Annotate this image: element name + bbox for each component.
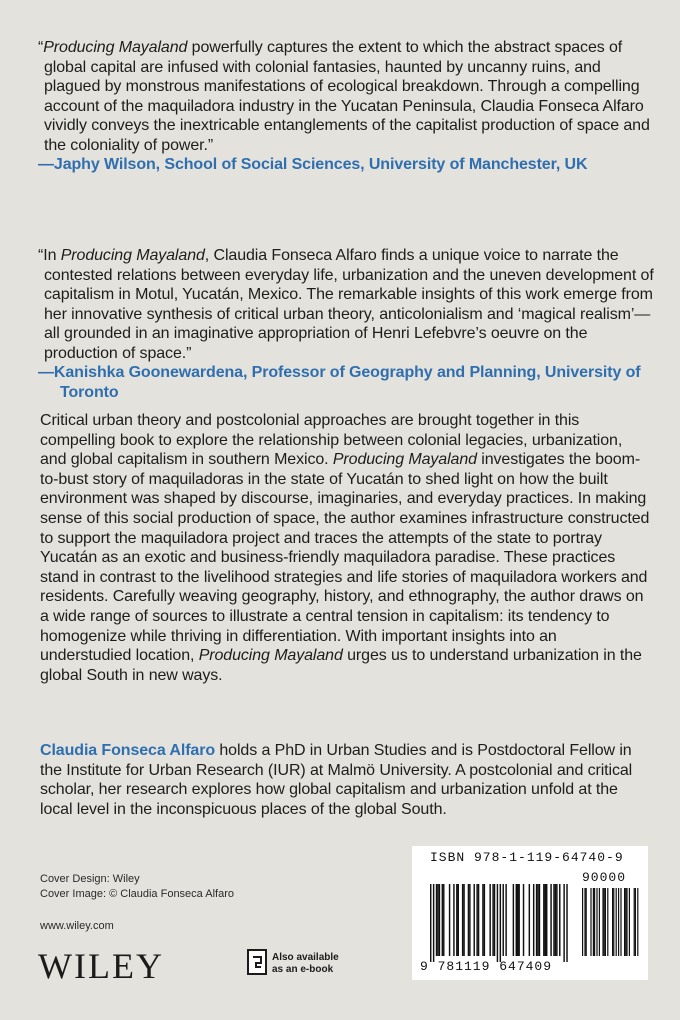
addon-bar — [637, 888, 638, 956]
barcode-bar — [523, 884, 524, 956]
barcode-bar — [442, 884, 443, 956]
book-title-italic: Producing Mayaland — [43, 39, 188, 56]
book-title-italic: Producing Mayaland — [332, 451, 477, 469]
barcode-bar — [463, 884, 464, 956]
addon-bar — [618, 888, 619, 956]
text-segment: investigates the boom-to-bust story of maquiladoras in the state of Yucatán to shed light on how the built environment was shaped by discourse, imaginaries, and everyday practices. In making sense of this social production of space, the author examines infrastructure constructed to support the maquiladora project and traces the attempts of the state to portray Yucatán as an exotic and business-friendly maquiladora paradise. These practices stand in contrast to the livelihood strategies and life stories of maquiladora workers and residents. Carefully weaving geography, history, and ethnography, the author draws on a wide range of sources to illustrate a central tension in capitalism: its tendency to homogenize while thriving in differentiation. With important insights into an understudied location, — [40, 451, 650, 665]
barcode-bar — [453, 884, 454, 956]
barcode-bar — [546, 884, 547, 956]
barcode-bar — [505, 884, 506, 956]
addon-bar — [596, 888, 597, 956]
text-segment: urges us to understand urbanization in the global South in new ways. — [40, 647, 642, 684]
barcode-bar — [489, 884, 490, 956]
cover-credits — [40, 872, 234, 902]
text-segment: “ — [38, 39, 44, 56]
addon-bar — [629, 888, 630, 956]
barcode-bar — [474, 884, 475, 956]
book-title-italic: Producing Mayaland — [198, 647, 343, 665]
addon-bar — [625, 888, 626, 956]
barcode-bar — [478, 884, 479, 956]
addon-bar — [584, 888, 585, 956]
addon-bar — [626, 888, 627, 956]
quote-text — [38, 38, 658, 155]
addon-bar — [635, 888, 636, 956]
price-code: 90000 — [582, 870, 627, 885]
barcode-bar — [536, 884, 537, 956]
addon-bar — [594, 888, 595, 956]
text-segment: powerfully captures the extent to which the abstract spaces of global capital are infused with colonial fantasies, haunted by uncanny ruins, and plagued by monstrous manifestations of ecological breakdown. Through a compelling account of the maquiladora industry in the Yucatan Peninsula, Claudia Fonseca Alfaro vividly conveys the inextricable entanglements of the capitalist production of space and the coloniality of power.” — [44, 39, 650, 154]
addon-bar — [602, 888, 603, 956]
barcode-bar — [550, 884, 551, 956]
barcode-bar — [430, 884, 431, 962]
barcode-bar — [476, 884, 477, 956]
barcode-bar — [529, 884, 530, 956]
barcode-bar — [436, 884, 437, 956]
barcode-bar — [533, 884, 534, 956]
barcode-bar — [492, 884, 493, 956]
book-title-italic: Producing Mayaland — [60, 247, 205, 264]
ebook-line-2: as an e-book — [272, 964, 334, 975]
ebook-icon — [247, 949, 267, 975]
isbn-barcode — [412, 846, 648, 980]
addon-bar — [599, 888, 600, 956]
text-segment: Critical urban theory and postcolonial approaches are brought together in this compelling book to explore the relationship between colonial legacies, urbanization, and global capitalism in southern Mexico. — [40, 412, 623, 469]
addon-bar — [616, 888, 617, 956]
cover-design-credit: Cover Design: Wiley — [40, 873, 140, 885]
barcode-bar — [437, 884, 438, 956]
barcode-bar — [469, 884, 470, 956]
addon-bar — [624, 888, 625, 956]
quote-attribution: —Kanishka Goonewardena, Professor of Geography and Planning, University of Toronto — [38, 364, 641, 401]
barcode-bar — [456, 884, 457, 956]
addon-bar — [605, 888, 606, 956]
quote-attribution: —Japhy Wilson, School of Social Sciences, University of Manchester, UK — [38, 156, 588, 173]
publisher-url: www.wiley.com — [40, 920, 114, 932]
ebook-line-1: Also available — [272, 952, 339, 963]
addon-bar — [612, 888, 613, 956]
barcode-digits: 9 781119 647409 — [420, 959, 553, 974]
barcode-bar — [433, 884, 434, 962]
author-bio — [40, 741, 650, 819]
barcode-bar — [543, 884, 544, 956]
barcode-bar — [556, 884, 557, 956]
addon-bar — [590, 888, 591, 956]
barcode-bar — [462, 884, 463, 956]
text-segment: “In — [38, 247, 61, 264]
addon-bar — [620, 888, 621, 956]
quote-text — [38, 246, 658, 363]
barcode-bar — [482, 884, 483, 956]
barcode-bar — [555, 884, 556, 956]
book-description — [40, 411, 650, 685]
barcode-bar — [484, 884, 485, 956]
barcode-bar — [537, 884, 538, 956]
addon-bar — [613, 888, 614, 956]
wiley-logo: WILEY — [38, 946, 164, 986]
addon-bar — [604, 888, 605, 956]
addon-bar — [586, 888, 587, 956]
barcode-bar — [516, 884, 517, 956]
barcode-bar — [500, 884, 501, 962]
barcode-bar — [468, 884, 469, 956]
author-bio-text: holds a PhD in Urban Studies and is Postdoctoral Fellow in the Institute for Urban Research (IUR) at Malmö University. A postcolonial and critical scholar, her research explores how global capitalism and urbanization unfold at the local level in the inconspicuous places of the global South. — [40, 742, 633, 818]
author-name: Claudia Fonseca Alfaro — [40, 742, 216, 759]
barcode-bar — [443, 884, 444, 956]
barcode-bar — [539, 884, 540, 956]
barcode-bar — [563, 884, 564, 962]
barcode-bar — [518, 884, 519, 956]
ebook-availability — [272, 952, 339, 976]
endorsement-quote-1 — [38, 38, 658, 175]
text-segment: , Claudia Fonseca Alfaro finds a unique voice to narrate the contested relations between everyday life, urbanization and the uneven development of capitalism in Motul, Yucatán, Mexico. The remarkable insights of this work emerge from her innovative synthesis of critical urban theory, anticolonialism and ‘magical realism’—all grounded in an imaginative appropriation of Henri Lefebvre’s oeuvre on the production of space.” — [44, 247, 654, 362]
barcode-bar — [553, 884, 554, 956]
barcode-bar — [517, 884, 518, 956]
addon-bar — [634, 888, 635, 956]
addon-bar — [582, 888, 583, 956]
barcode-bar — [494, 884, 495, 956]
endorsement-quote-2 — [38, 246, 658, 402]
barcode-bar — [449, 884, 450, 956]
barcode-bar — [503, 884, 504, 956]
barcode-bar — [545, 884, 546, 956]
addon-bar — [593, 888, 594, 956]
barcode-bar — [559, 884, 560, 956]
cover-image-credit: Cover Image: © Claudia Fonseca Alfaro — [40, 888, 234, 900]
isbn-label: ISBN 978-1-119-64740-9 — [430, 850, 624, 865]
barcode-bar — [439, 884, 440, 956]
barcode-bar — [566, 884, 567, 962]
barcode-bar — [458, 884, 459, 956]
addon-bar — [607, 888, 608, 956]
barcode-bar — [513, 884, 514, 956]
barcode-bar — [497, 884, 498, 962]
